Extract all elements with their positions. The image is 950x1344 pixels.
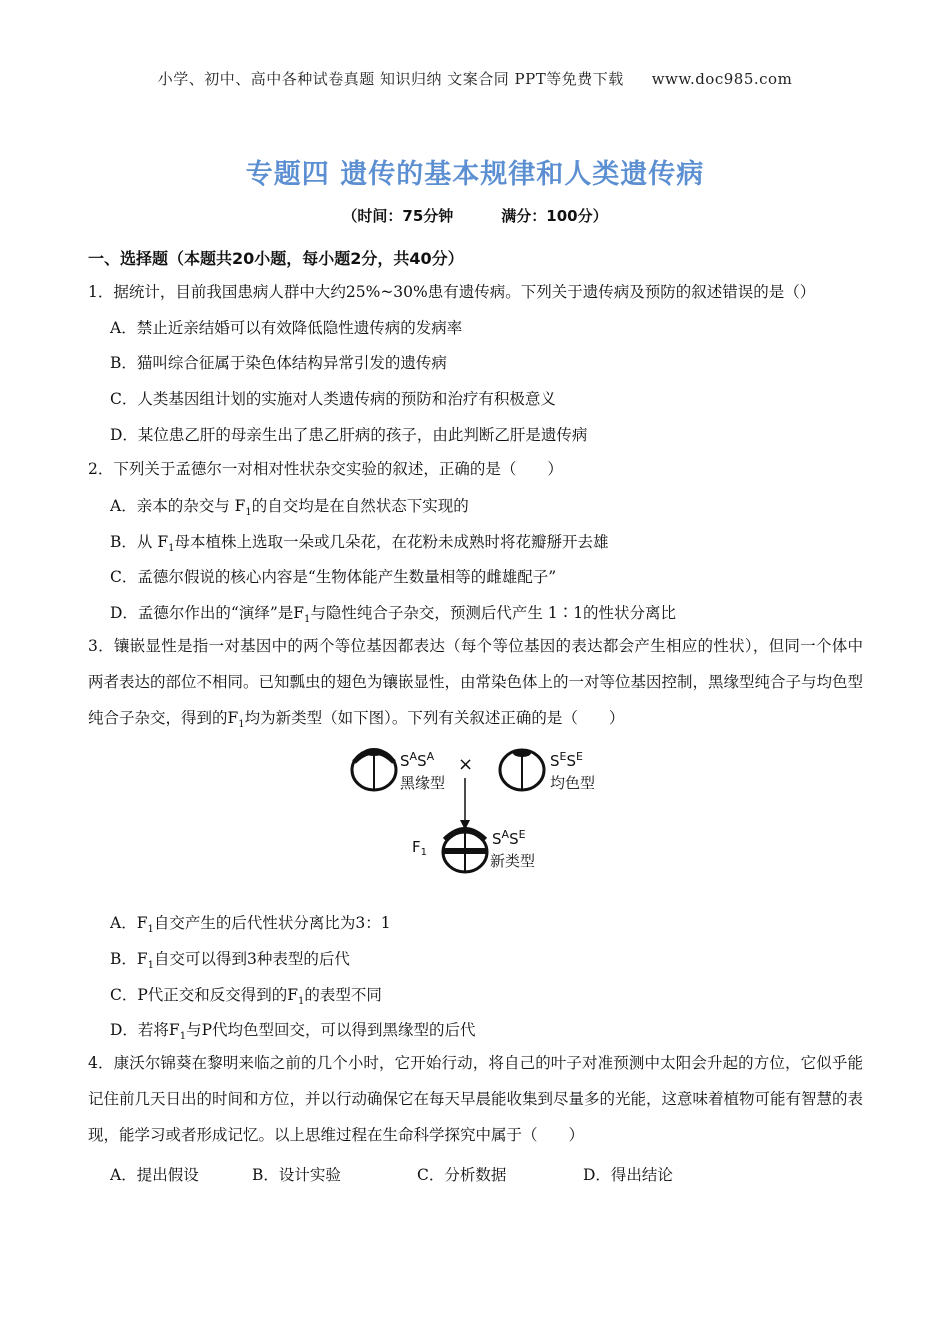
q2-option-a: A．亲本的杂交与 $F_1$的自交均是在自然状态下实现的 (110, 497, 469, 519)
header-text: 小学、初中、高中各种试卷真题 知识归纳 文案合同 PPT等免费下载 (157, 70, 624, 88)
p1-genotype: $S^AS^A$ (400, 750, 435, 770)
section-heading: 一、选择题（本题共20小题，每小题2分，共40分） (88, 249, 464, 268)
p1-name: 黑缘型 (400, 774, 446, 792)
q1-option-b: B．猫叫综合征属于染色体结构异常引发的遗传病 (110, 354, 447, 372)
p2-name: 均色型 (550, 774, 596, 792)
exam-score: 满分：100分） (501, 207, 608, 225)
q1-option-d: D．某位患乙肝的母亲生出了患乙肝病的孩子，由此判断乙肝是遗传病 (110, 426, 588, 444)
q4-options (110, 1163, 673, 1185)
q3-option-b: B．$F_1$自交可以得到3种表型的后代 (110, 950, 350, 972)
q3-option-c: C．P代正交和反交得到的$F_1$的表型不同 (110, 986, 382, 1008)
header-url[interactable]: www.doc985.com (651, 70, 793, 88)
q4-option-b: B．设计实验 (252, 1166, 341, 1184)
page-title: 专题四 遗传的基本规律和人类遗传病 (245, 159, 705, 190)
f1-label: $F_1$ (412, 838, 428, 858)
f1-name: 新类型 (490, 852, 536, 870)
ladybug-cross-diagram (340, 740, 610, 880)
q3-stem: 3．镶嵌显性是指一对基因中的两个等位基因都表达（每个等位基因的表达都会产生相应的性状），但同一个体中两者表达的部位不相同。已知瓢虫的翅色为镶嵌显性，由常染色体上的一对等位基因控制，黑缘型纯合子与均色型纯合子杂交，得到的$F_1$均为新类型（如下图）。下列有关叙述正确的是（ ） (88, 637, 864, 731)
q4-option-d: D．得出结论 (583, 1166, 673, 1184)
page-header (0, 68, 950, 89)
q3-option-d: D．若将$F_1$与P代均色型回交，可以得到黑缘型的后代 (110, 1021, 476, 1043)
q2-option-d: D．孟德尔作出的“演绎”是$F_1$与隐性纯合子杂交，预测后代产生 1∶1的性状分离比 (110, 604, 677, 626)
q1-option-c: C．人类基因组计划的实施对人类遗传病的预防和治疗有积极意义 (110, 390, 556, 408)
q2-stem: 2．下列关于孟德尔一对相对性状杂交实验的叙述，正确的是（ ） (88, 460, 563, 478)
q1-option-a: A．禁止近亲结婚可以有效降低隐性遗传病的发病率 (110, 319, 463, 337)
p2-genotype: $S^ES^E$ (550, 750, 583, 770)
q1-stem: 1．据统计，目前我国患病人群中大约25%~30%患有遗传病。下列关于遗传病及预防的叙述错误的是（） (88, 283, 816, 301)
q4-option-a: A．提出假设 (110, 1166, 199, 1184)
exam-info (0, 205, 950, 226)
exam-time: （时间：75分钟 (342, 207, 454, 225)
q2-option-c: C．孟德尔假说的核心内容是“生物体能产生数量相等的雌雄配子” (110, 568, 557, 586)
q3-option-a: A．$F_1$自交产生的后代性状分离比为3：1 (110, 914, 391, 936)
q4-stem: 4．康沃尔锦葵在黎明来临之前的几个小时，它开始行动，将自己的叶子对准预测中太阳会升起的方位，它似乎能记住前几天日出的时间和方位，并以行动确保它在每天早晨能收集到尽量多的光能，这意味着植物可能有智慧的表现，能学习或者形成记忆。以上思维过程在生命科学探究中属于（ ） (88, 1054, 864, 1144)
new-type-ladybug-icon (443, 830, 487, 872)
q2-option-b: B．从 $F_1$母本植株上选取一朵或几朵花，在花粉未成熟时将花瓣掰开去雄 (110, 533, 609, 555)
uniform-ladybug-icon (500, 749, 544, 790)
f1-genotype: $S^AS^E$ (492, 828, 526, 848)
black-margin-ladybug-icon (352, 748, 396, 790)
cross-symbol: × (458, 754, 474, 775)
q4-option-c: C．分析数据 (417, 1166, 507, 1184)
